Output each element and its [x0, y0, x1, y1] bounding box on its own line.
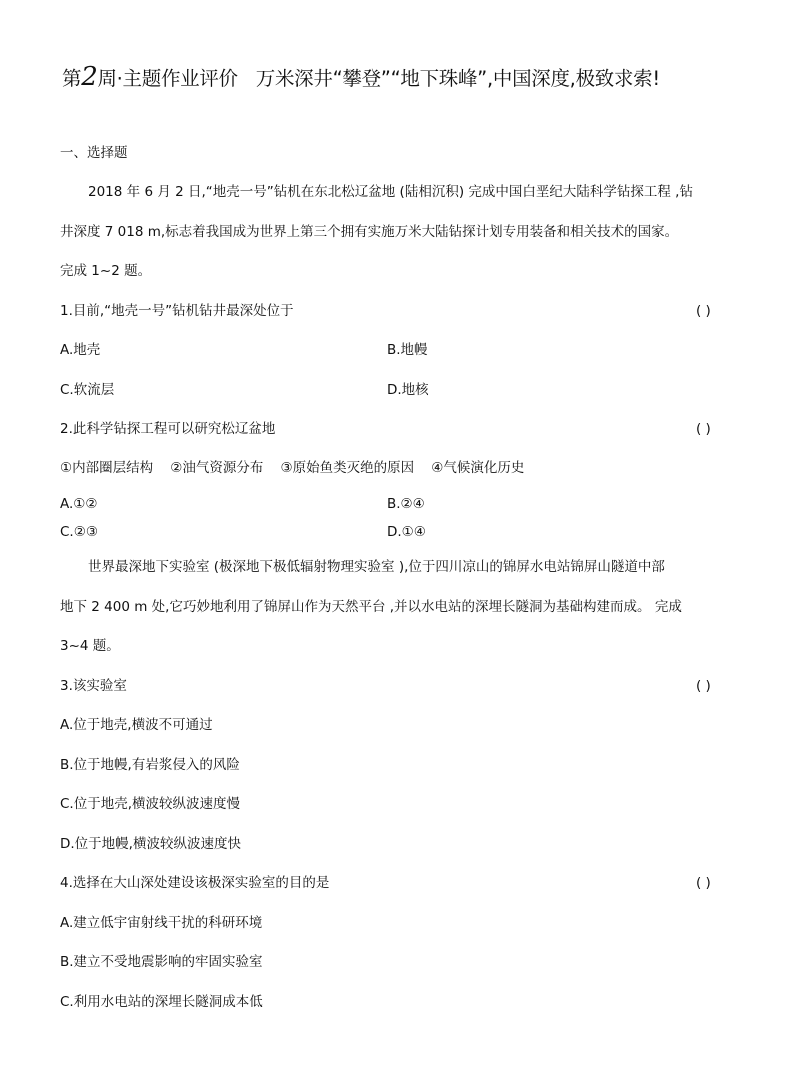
passage2-line1: 世界最深地下实验室 (极深地下极低辐射物理实验室 ),位于四川凉山的锦屏水电站锦屏山隧道中部	[88, 559, 665, 575]
q2-option-d: D.①④	[387, 524, 426, 540]
q3-option-b: B.位于地幔,有岩浆侵入的风险	[60, 757, 240, 773]
q3-option-d: D.位于地幔,横波较纵波速度快	[60, 836, 241, 852]
q3-stem: 3.该实验室	[60, 678, 127, 694]
q2-items: ①内部圈层结构 ②油气资源分布 ③原始鱼类灭绝的原因 ④气候演化历史	[60, 460, 525, 476]
q2-answer-bracket: ( )	[696, 421, 711, 437]
q1-option-b: B.地幔	[387, 342, 428, 358]
q2-option-c: C.②③	[60, 524, 98, 540]
q1-stem: 1.目前,“地壳一号”钻机钻井最深处位于	[60, 303, 294, 319]
q2-option-b: B.②④	[387, 496, 425, 512]
q4-option-c: C.利用水电站的深埋长隧洞成本低	[60, 994, 263, 1010]
q4-stem: 4.选择在大山深处建设该极深实验室的目的是	[60, 875, 330, 891]
q4-option-b: B.建立不受地震影响的牢固实验室	[60, 954, 263, 970]
passage1-line1: 2018 年 6 月 2 日,“地壳一号”钻机在东北松辽盆地 (陆相沉积) 完成中国白垩纪大陆科学钻探工程 ,钻	[88, 184, 693, 200]
passage2-line3: 3~4 题。	[60, 638, 120, 654]
title-rest: 周·主题作业评价	[97, 67, 238, 90]
q3-option-c: C.位于地壳,横波较纵波速度慢	[60, 796, 241, 812]
title-prefix: 第	[62, 67, 82, 90]
page-title	[62, 62, 762, 94]
q2-stem: 2.此科学钻探工程可以研究松辽盆地	[60, 421, 276, 437]
q1-option-c: C.软流层	[60, 382, 115, 398]
q1-option-a: A.地壳	[60, 342, 101, 358]
q3-answer-bracket: ( )	[696, 678, 711, 694]
q1-answer-bracket: ( )	[696, 303, 711, 319]
q4-answer-bracket: ( )	[696, 875, 711, 891]
passage1-line2: 井深度 7 018 m,标志着我国成为世界上第三个拥有实施万米大陆钻探计划专用装备和相关技术的国家。	[60, 224, 679, 240]
passage2-line2: 地下 2 400 m 处,它巧妙地利用了锦屏山作为天然平台 ,并以水电站的深埋长隧洞为基础构建而成。 完成	[60, 599, 682, 615]
week-number: 2	[81, 62, 98, 92]
q1-option-d: D.地核	[387, 382, 429, 398]
q2-option-a: A.①②	[60, 496, 98, 512]
title-subtitle: 万米深井“攀登”“地下珠峰”,中国深度,极致求索!	[255, 67, 660, 90]
section-heading: 一、选择题	[60, 145, 128, 161]
passage1-line3: 完成 1~2 题。	[60, 263, 152, 279]
q4-option-a: A.建立低宇宙射线干扰的科研环境	[60, 915, 263, 931]
q3-option-a: A.位于地壳,横波不可通过	[60, 717, 213, 733]
